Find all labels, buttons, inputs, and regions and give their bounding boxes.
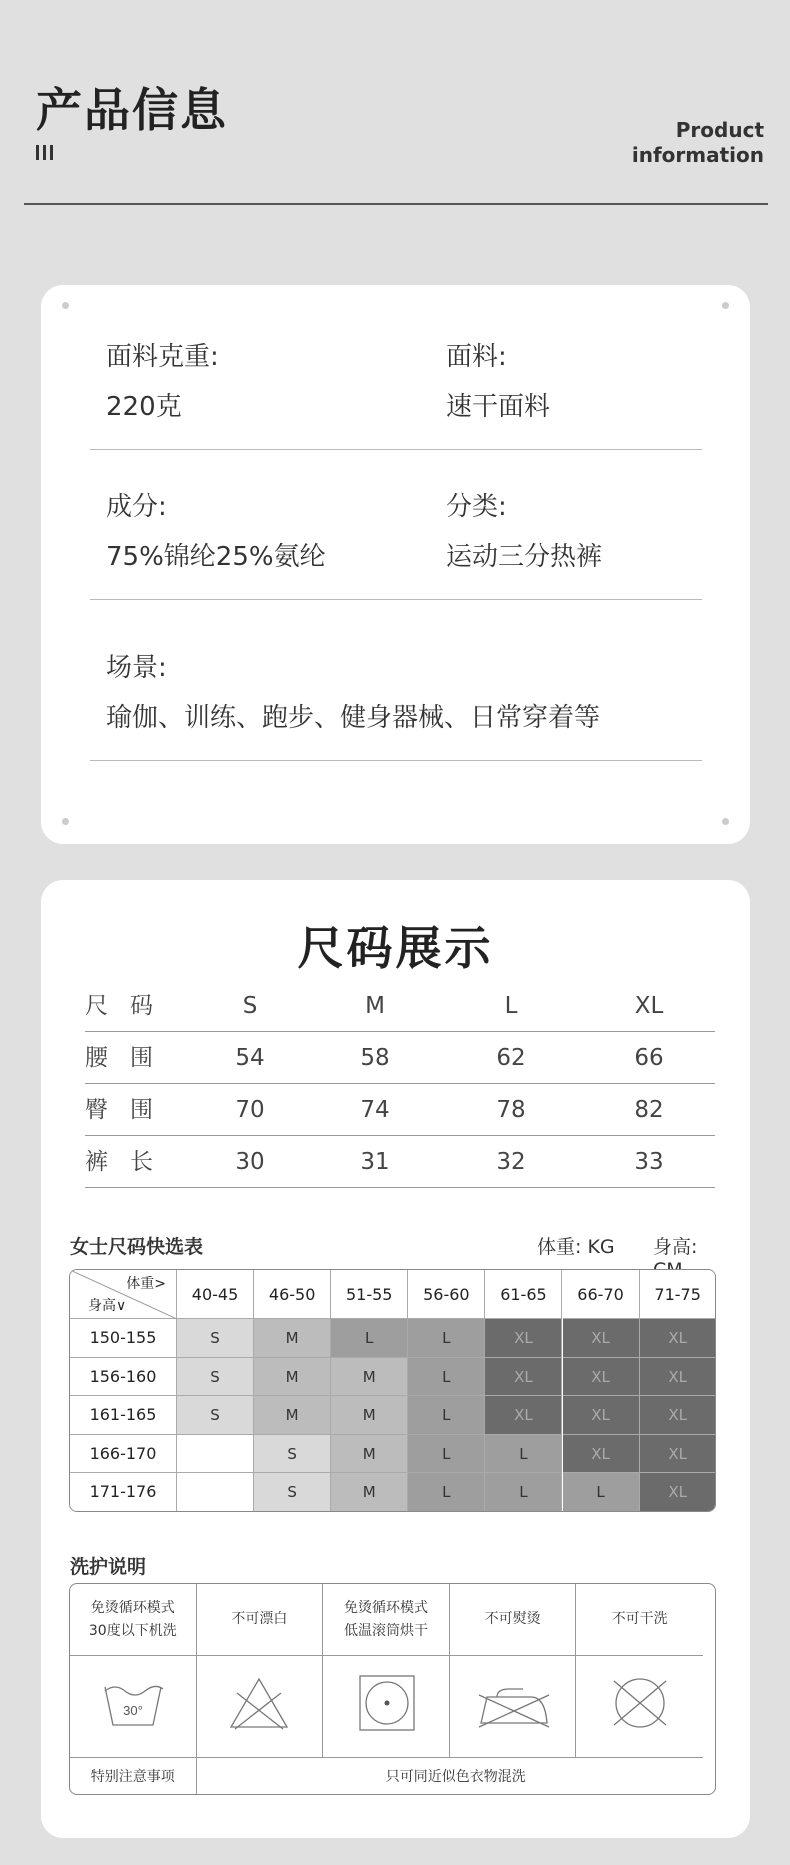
- info-row: [90, 487, 702, 600]
- care-label: 免烫循环模式 低温滚筒烘干: [343, 1599, 428, 1639]
- size-row: [85, 1136, 715, 1188]
- english-title: [632, 118, 764, 168]
- size-cell: L: [485, 1435, 562, 1474]
- corner-dot: [722, 818, 729, 825]
- wash-30-icon: [93, 1673, 173, 1741]
- size-cell: XL: [640, 1358, 716, 1397]
- size-cell: L: [331, 1319, 408, 1358]
- info-value: 75%锦纶25%氨纶: [106, 542, 326, 572]
- size-row-label: 尺码: [85, 993, 175, 1019]
- care-text-cell: [197, 1584, 324, 1656]
- no-iron-icon: [473, 1673, 553, 1741]
- size-cell: 74: [360, 1097, 390, 1123]
- size-row: [85, 1084, 715, 1136]
- size-cell: 70: [235, 1097, 265, 1123]
- size-cell: XL: [640, 1435, 716, 1474]
- care-icon-cell: [323, 1656, 450, 1758]
- info-value: 瑜伽、训练、跑步、健身器械、日常穿着等: [106, 703, 601, 733]
- care-icon-cell: [197, 1656, 324, 1758]
- height-header: 171-176: [70, 1473, 177, 1512]
- size-cell: XL: [563, 1396, 640, 1435]
- care-icon-cell: [576, 1656, 703, 1758]
- size-cell: XL: [640, 1319, 716, 1358]
- size-cell: S: [177, 1358, 254, 1397]
- info-value: 220克: [106, 392, 182, 422]
- size-chart-title: 尺码展示: [297, 921, 494, 975]
- weight-header: 61-65: [485, 1270, 562, 1319]
- product-info-card: [41, 285, 750, 844]
- weight-unit: 体重: KG: [537, 1236, 615, 1258]
- size-cell: [177, 1473, 254, 1512]
- english-title-line1: Product: [675, 118, 764, 142]
- corner-dot: [62, 818, 69, 825]
- care-label: 免烫循环模式 30度以下机洗: [88, 1599, 177, 1639]
- page-title: 产品信息: [36, 83, 228, 137]
- no-dry-clean-icon: [600, 1673, 680, 1741]
- info-label: 成分:: [106, 492, 167, 522]
- size-row-label: 裤长: [85, 1149, 175, 1175]
- size-cell: M: [331, 1358, 408, 1397]
- quick-table-header: [70, 1232, 715, 1262]
- size-cell: XL: [485, 1319, 562, 1358]
- size-cell: L: [408, 1319, 485, 1358]
- size-cell: 62: [496, 1045, 526, 1071]
- info-label: 分类:: [446, 492, 507, 522]
- size-cell: XL: [563, 1319, 640, 1358]
- size-cell: 66: [634, 1045, 664, 1071]
- size-cell: 33: [634, 1149, 664, 1175]
- size-cell: XL: [563, 1358, 640, 1397]
- size-cell: M: [254, 1396, 331, 1435]
- size-cell: M: [331, 1435, 408, 1474]
- height-header: 156-160: [70, 1358, 177, 1397]
- care-icon-cell: [450, 1656, 577, 1758]
- no-bleach-icon: [219, 1673, 299, 1741]
- care-label: 不可干洗: [611, 1611, 668, 1627]
- care-text-cell: [70, 1584, 197, 1656]
- size-cell: 32: [496, 1149, 526, 1175]
- quick-table-title: 女士尺码快选表: [70, 1236, 204, 1258]
- fabric-weight-field: [106, 337, 219, 427]
- info-row: [90, 337, 702, 450]
- size-cell: XL: [640, 1473, 716, 1512]
- weight-header: 46-50: [254, 1270, 331, 1319]
- size-cell: XL: [634, 993, 664, 1019]
- height-unit: 身高:: [653, 1236, 698, 1258]
- scenario-field: [106, 648, 600, 738]
- weight-header: 66-70: [563, 1270, 640, 1319]
- category-field: [446, 487, 602, 577]
- size-cell: S: [254, 1473, 331, 1512]
- height-header: 150-155: [70, 1319, 177, 1358]
- height-header: 166-170: [70, 1435, 177, 1474]
- weight-header: 56-60: [408, 1270, 485, 1319]
- care-note-label: 特别注意事项: [70, 1758, 197, 1795]
- size-row: [85, 1032, 715, 1084]
- size-cell: L: [408, 1358, 485, 1397]
- care-title: 洗护说明: [70, 1556, 147, 1578]
- size-cell: XL: [563, 1435, 640, 1474]
- size-cell: XL: [485, 1396, 562, 1435]
- info-value: 速干面料: [446, 392, 551, 422]
- height-header: 161-165: [70, 1396, 177, 1435]
- size-cell: XL: [485, 1358, 562, 1397]
- info-row: [90, 648, 702, 761]
- page-header: [0, 0, 790, 205]
- care-label: 不可熨烫: [484, 1611, 541, 1627]
- size-cell: M: [365, 993, 385, 1019]
- size-row-label: 腰围: [85, 1045, 175, 1071]
- care-text-cell: [450, 1584, 577, 1656]
- size-cell: 30: [235, 1149, 265, 1175]
- care-icon-cell: [70, 1656, 197, 1758]
- fabric-field: [446, 337, 550, 427]
- size-cell: M: [331, 1396, 408, 1435]
- tumble-dry-low-icon: [346, 1673, 426, 1741]
- size-cell: 78: [496, 1097, 526, 1123]
- size-cell: 54: [235, 1045, 265, 1071]
- weight-header: 51-55: [331, 1270, 408, 1319]
- size-cell: S: [177, 1319, 254, 1358]
- size-cell: L: [504, 993, 518, 1019]
- english-title-line2: information: [631, 143, 764, 167]
- info-label: 场景:: [106, 653, 167, 683]
- info-label: 面料:: [446, 342, 507, 372]
- size-cell: S: [254, 1435, 331, 1474]
- weight-header: 40-45: [177, 1270, 254, 1319]
- size-cell: L: [408, 1435, 485, 1474]
- info-value: 运动三分热裤: [446, 542, 603, 572]
- corner-cell: [70, 1270, 177, 1319]
- size-cell: M: [254, 1358, 331, 1397]
- header-divider: [24, 203, 768, 205]
- corner-dot: [722, 302, 729, 309]
- size-cell: L: [485, 1473, 562, 1512]
- size-cell: M: [331, 1473, 408, 1512]
- size-cell: M: [254, 1319, 331, 1358]
- corner-height-label: 身高∨: [88, 1298, 127, 1314]
- care-text-cell: [576, 1584, 703, 1656]
- corner-weight-label: 体重>: [126, 1276, 166, 1292]
- weight-header: 71-75: [640, 1270, 716, 1319]
- bars-decoration: [36, 145, 53, 160]
- size-cell: 82: [634, 1097, 664, 1123]
- size-cell: 31: [360, 1149, 390, 1175]
- size-card: [41, 880, 750, 1838]
- size-cell: S: [177, 1396, 254, 1435]
- size-row-label: 臀围: [85, 1097, 175, 1123]
- quick-size-table: [69, 1269, 716, 1512]
- care-text-cell: [323, 1584, 450, 1656]
- care-table: [69, 1583, 716, 1795]
- care-label: 不可漂白: [231, 1611, 288, 1627]
- svg-text:30°: 30°: [122, 1702, 143, 1718]
- corner-dot: [62, 302, 69, 309]
- size-cell: XL: [640, 1396, 716, 1435]
- size-cell: 58: [360, 1045, 390, 1071]
- composition-field: [106, 487, 326, 577]
- info-label: 面料克重:: [106, 342, 219, 372]
- size-row: [85, 980, 715, 1032]
- size-cell: L: [563, 1473, 640, 1512]
- size-cell: L: [408, 1396, 485, 1435]
- size-cell: L: [408, 1473, 485, 1512]
- size-cell: S: [242, 993, 258, 1019]
- care-note-text: 只可同近似色衣物混洗: [385, 1768, 526, 1785]
- size-table: [85, 980, 715, 1188]
- size-cell: [177, 1435, 254, 1474]
